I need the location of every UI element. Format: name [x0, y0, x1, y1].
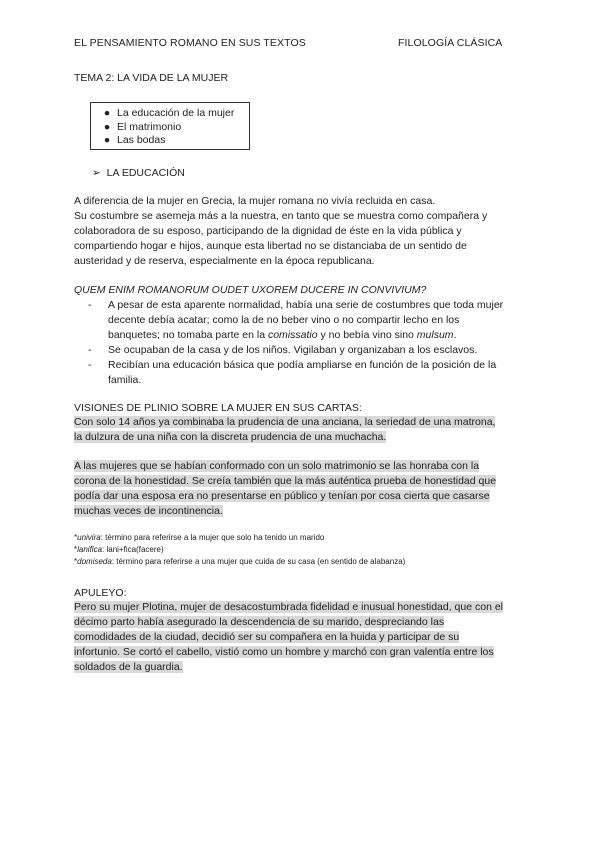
apuleyo-heading: APULEYO:	[74, 587, 127, 599]
intro-paragraph: A diferencia de la mujer en Grecia, la mujer romana no vivía recluida en casa. Su costumbre se asemeja más a la nuestra, en tanto que se muestra como compañera y colaboradora de su esposo, participando de la dignidad de éste en la vida pública y compartiendo hogar e hijos, aunque esta libertad no se distanciaba de un sentido de austeridad y de reserva, especialmente en la época republicana.	[74, 195, 488, 267]
list-item: - A pesar de esta aparente normalidad, había una serie de costumbres que toda mujer decente debía acatar; como la de no beber vino o no compartir lecho en los banquetes; no tomaba parte en la comissatio y no bebía vino sino mulsum.	[88, 299, 504, 341]
glossary-entry: *univira: término para referirse a la mujer que solo ha tenido un marido	[74, 533, 325, 542]
arrow-marker-icon: ➢	[92, 167, 101, 179]
section-heading	[92, 166, 185, 181]
bullet-icon: ●	[103, 120, 111, 133]
glossary-entry: *domiseda: término para referirse a una mujer que cuida de su casa (en sentido de alabanza)	[74, 557, 406, 566]
contents-box	[90, 102, 250, 150]
section-heading-label: LA EDUCACIÓN	[106, 167, 185, 179]
glossary-entry: *lanifica: lani+fica(facere)	[74, 545, 164, 554]
list-item: - Se ocupaban de la casa y de los niños. Vigilaban y organizaban a los esclavos.	[88, 344, 478, 356]
contents-item: ● Las bodas	[97, 134, 234, 148]
bullet-icon: ●	[103, 134, 111, 146]
plinio-highlighted-paragraph-1: Con solo 14 años ya combinaba la prudencia de una anciana, la seriedad de una matrona, la dulzura de una niña con la discreta prudencia de una muchacha.	[74, 416, 496, 443]
latin-quote-heading: QUEM ENIM ROMANORUM OUDET UXOREM DUCERE IN CONVIVIUM?	[74, 284, 427, 296]
glossary	[74, 532, 405, 568]
plinio-highlighted-paragraph-2: A las mujeres que se habían conformado con un solo matrimonio se las honraba con la corona de la honestidad. Se creía también que la más auténtica prueba de honestidad que podía dar una esposa era no presentarse en público y tenían por cosa cierta que casarse muchas veces de incontinencia.	[74, 460, 497, 517]
bullet-icon: ●	[103, 107, 111, 119]
header-course-title: EL PENSAMIENTO ROMANO EN SUS TEXTOS	[74, 37, 306, 49]
topic-title: TEMA 2: LA VIDA DE LA MUJER	[74, 72, 229, 84]
contents-item: ● La educación de la mujer	[97, 107, 234, 121]
header-subject: FILOLOGÍA CLÁSICA	[398, 37, 503, 49]
list-item: - Recibían una educación básica que podía ampliarse en función de la posición de la familia.	[88, 359, 497, 386]
apuleyo-highlighted-paragraph: Pero su mujer Plotina, mujer de desacostumbrada fidelidad e inusual honestidad, que con el décimo parto había asegurado la descendencia de su marido, despreciando las comodidades de la ciudad, decidió ser su compañera en la huida y participar de su infortunio. Se cortó el cabello, vistió como un hombre y marchó con gran valentía entre los soldados de la guardia.	[74, 601, 504, 673]
plinio-heading: VISIONES DE PLINIO SOBRE LA MUJER EN SUS CARTAS:	[74, 402, 362, 414]
customs-list	[88, 298, 538, 388]
contents-item: ● El matrimonio	[97, 121, 234, 135]
